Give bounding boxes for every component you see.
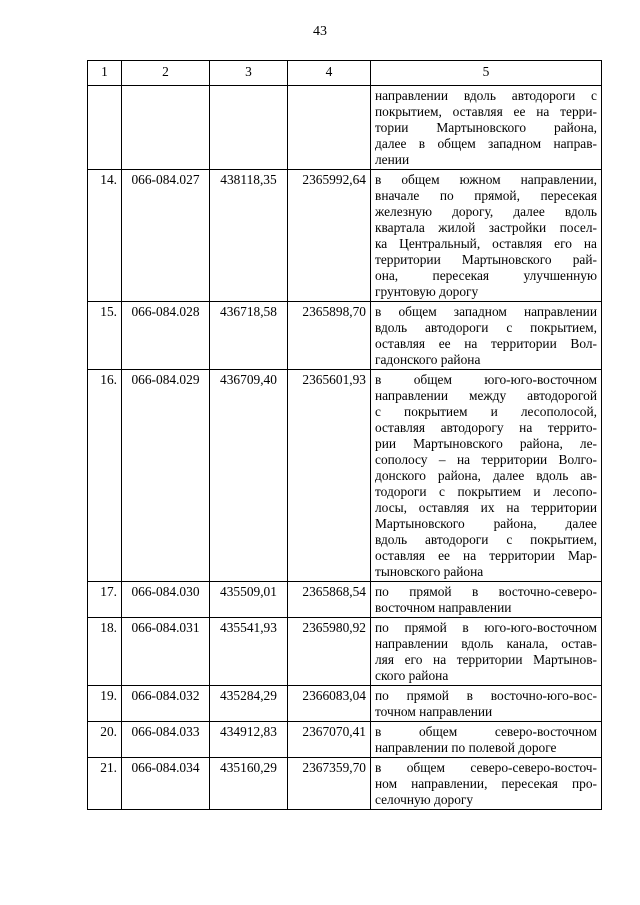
description-line: вначале по прямой, пересекая <box>375 188 597 203</box>
table-row <box>88 618 602 686</box>
description-line: она, пересекая улучшенную <box>375 268 597 283</box>
description-line: в общем западном направлении <box>375 304 597 319</box>
y-coordinate: 2365898,70 <box>288 302 371 370</box>
description-line: в общем северо-восточном <box>375 724 597 739</box>
table-row <box>88 370 602 582</box>
description-line: направлении вдоль автодороги с <box>375 88 597 103</box>
x-coordinate: 436709,40 <box>210 370 288 582</box>
boundary-description <box>371 582 602 618</box>
point-code <box>122 86 210 170</box>
description-line: территории Мартыновского рай- <box>375 252 597 267</box>
description-line: грунтовую дорогу <box>375 284 479 299</box>
row-number: 15. <box>88 302 122 370</box>
point-code: 066-084.030 <box>122 582 210 618</box>
x-coordinate <box>210 86 288 170</box>
row-number: 16. <box>88 370 122 582</box>
description-line: селочную дорогу <box>375 792 474 807</box>
point-code: 066-084.029 <box>122 370 210 582</box>
row-number <box>88 86 122 170</box>
description-line: лении <box>375 152 410 167</box>
table-row <box>88 722 602 758</box>
boundary-description <box>371 722 602 758</box>
column-header-description: 5 <box>371 61 602 86</box>
description-line: покрытием, оставляя ее на терри- <box>375 104 597 119</box>
y-coordinate: 2365980,92 <box>288 618 371 686</box>
column-header-point-code: 2 <box>122 61 210 86</box>
description-line: оставляя ее на территории Мар- <box>375 548 597 563</box>
description-line: квартала жилой застройки посел- <box>375 220 597 235</box>
x-coordinate: 435160,29 <box>210 758 288 810</box>
description-line: ляя его на территории Мартынов- <box>375 652 597 667</box>
boundary-description <box>371 686 602 722</box>
point-code: 066-084.032 <box>122 686 210 722</box>
boundary-description <box>371 170 602 302</box>
description-line: вдоль автодороги с покрытием, <box>375 320 597 335</box>
table-row <box>88 86 602 170</box>
boundary-description-table <box>87 60 602 810</box>
description-line: гадонского района <box>375 352 481 367</box>
description-line: в общем юго-юго-восточном <box>375 372 597 387</box>
description-line: по прямой в восточно-юго-вос- <box>375 688 597 703</box>
description-line: в общем северо-северо-восточ- <box>375 760 597 775</box>
description-line: сополосу – на территории Волго- <box>375 452 597 467</box>
description-line: лосы, оставляя их на территории <box>375 500 597 515</box>
x-coordinate: 435284,29 <box>210 686 288 722</box>
y-coordinate: 2367070,41 <box>288 722 371 758</box>
y-coordinate <box>288 86 371 170</box>
description-line: далее в общем западном направ- <box>375 136 597 151</box>
y-coordinate: 2365992,64 <box>288 170 371 302</box>
description-line: ном направлении, пересекая про- <box>375 776 597 791</box>
column-header-number: 1 <box>88 61 122 86</box>
table-row <box>88 170 602 302</box>
table-row <box>88 758 602 810</box>
row-number: 18. <box>88 618 122 686</box>
description-line: железную дорогу, далее вдоль <box>375 204 597 219</box>
table-row <box>88 686 602 722</box>
y-coordinate: 2365868,54 <box>288 582 371 618</box>
description-line: тории Мартыновского района, <box>375 120 597 135</box>
x-coordinate: 435509,01 <box>210 582 288 618</box>
description-line: Мартыновского района, далее <box>375 516 597 531</box>
description-line: восточном направлении <box>375 600 512 615</box>
table-header-row <box>88 61 602 86</box>
row-number: 19. <box>88 686 122 722</box>
table-row <box>88 302 602 370</box>
description-line: ка Центральный, оставляя его на <box>375 236 597 251</box>
row-number: 17. <box>88 582 122 618</box>
y-coordinate: 2367359,70 <box>288 758 371 810</box>
description-line: тодороги с покрытием и лесопо- <box>375 484 597 499</box>
description-line: направлении вдоль канала, остав- <box>375 636 597 651</box>
point-code: 066-084.027 <box>122 170 210 302</box>
x-coordinate: 434912,83 <box>210 722 288 758</box>
point-code: 066-084.033 <box>122 722 210 758</box>
description-line: по прямой в восточно-северо- <box>375 584 597 599</box>
description-line: оставляя ее на территории Вол- <box>375 336 597 351</box>
column-header-x-coordinate: 3 <box>210 61 288 86</box>
row-number: 21. <box>88 758 122 810</box>
description-line: оставляя автодорогу на террито- <box>375 420 597 435</box>
boundary-description <box>371 370 602 582</box>
description-line: тыновского района <box>375 564 484 579</box>
point-code: 066-084.034 <box>122 758 210 810</box>
point-code: 066-084.031 <box>122 618 210 686</box>
page-number: 43 <box>313 24 327 39</box>
description-line: с покрытием и лесополосой, <box>375 404 597 419</box>
description-line: рии Мартыновского района, ле- <box>375 436 597 451</box>
column-header-y-coordinate: 4 <box>288 61 371 86</box>
description-line: направлении по полевой дороге <box>375 740 557 755</box>
description-line: вдоль автодороги с покрытием, <box>375 532 597 547</box>
description-line: ского района <box>375 668 449 683</box>
y-coordinate: 2366083,04 <box>288 686 371 722</box>
boundary-description <box>371 302 602 370</box>
point-code: 066-084.028 <box>122 302 210 370</box>
table-row <box>88 582 602 618</box>
boundary-description <box>371 758 602 810</box>
boundary-description <box>371 618 602 686</box>
row-number: 14. <box>88 170 122 302</box>
row-number: 20. <box>88 722 122 758</box>
x-coordinate: 435541,93 <box>210 618 288 686</box>
description-line: донского района, далее вдоль ав- <box>375 468 597 483</box>
x-coordinate: 438118,35 <box>210 170 288 302</box>
x-coordinate: 436718,58 <box>210 302 288 370</box>
description-line: направлении между автодорогой <box>375 388 597 403</box>
y-coordinate: 2365601,93 <box>288 370 371 582</box>
description-line: точном направлении <box>375 704 493 719</box>
description-line: в общем южном направлении, <box>375 172 597 187</box>
description-line: по прямой в юго-юго-восточном <box>375 620 597 635</box>
boundary-description <box>371 86 602 170</box>
